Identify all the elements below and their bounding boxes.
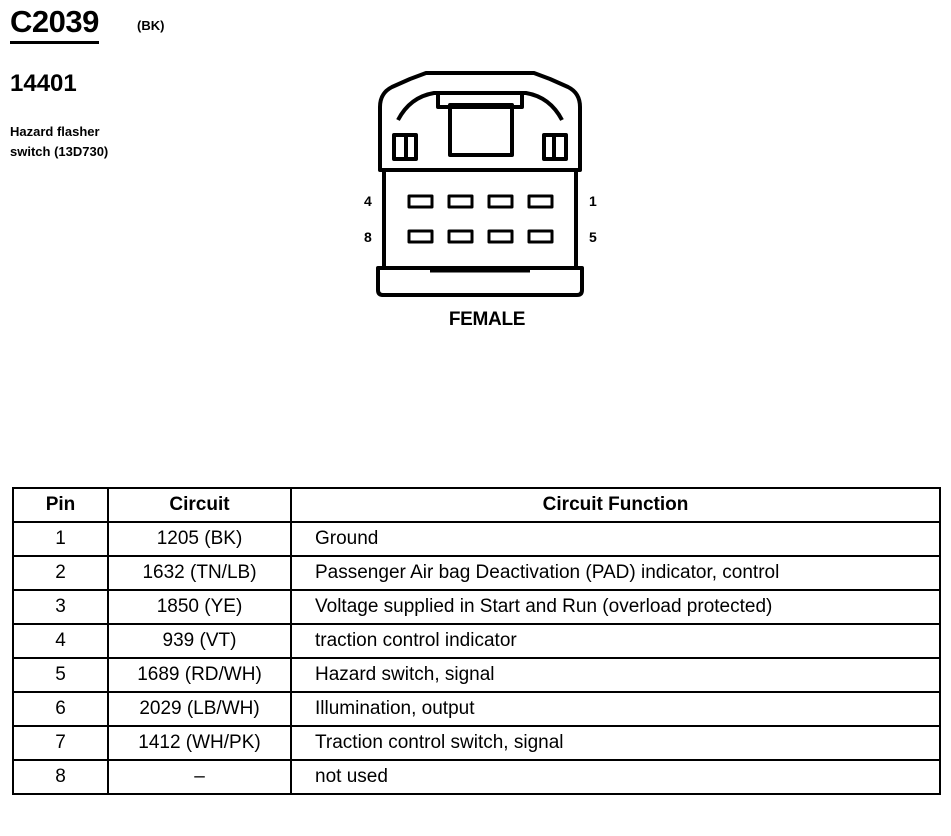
table-row — [13, 658, 940, 692]
table-row — [13, 760, 940, 794]
pin-label-bottom-left: 8 — [364, 229, 372, 245]
pin-cavity — [409, 231, 432, 242]
description-line-1: Hazard flasher — [10, 124, 100, 139]
connector-latch-tab — [450, 105, 512, 155]
table-row — [13, 590, 940, 624]
pin-cavity — [489, 231, 512, 242]
cell-pin: 6 — [13, 692, 108, 726]
pin-cavity — [449, 231, 472, 242]
cell-pin: 3 — [13, 590, 108, 624]
pin-label-top-left: 4 — [364, 193, 372, 209]
cell-circuit: 1632 (TN/LB) — [108, 556, 291, 590]
cell-circuit: 939 (VT) — [108, 624, 291, 658]
cell-function: Illumination, output — [291, 692, 940, 726]
header-circuit: Circuit — [108, 488, 291, 522]
cell-function: Voltage supplied in Start and Run (overload protected) — [291, 590, 940, 624]
table-row — [13, 692, 940, 726]
pinout-table — [12, 487, 941, 795]
connector-face-drawing — [370, 65, 590, 300]
cell-circuit: 2029 (LB/WH) — [108, 692, 291, 726]
connector-id: C2039 — [10, 4, 99, 44]
cell-circuit: 1205 (BK) — [108, 522, 291, 556]
cell-pin: 2 — [13, 556, 108, 590]
cell-pin: 4 — [13, 624, 108, 658]
connector-gender-label: FEMALE — [448, 309, 526, 330]
pin-cavity — [409, 196, 432, 207]
pin-cavity — [529, 231, 552, 242]
description-line-2: switch (13D730) — [10, 144, 109, 159]
table-header-row — [13, 488, 940, 522]
cell-circuit: 1412 (WH/PK) — [108, 726, 291, 760]
part-number: 14401 — [10, 70, 77, 97]
pin-cavity — [489, 196, 512, 207]
table-row — [13, 522, 940, 556]
header-pin: Pin — [13, 488, 108, 522]
component-description — [10, 122, 190, 162]
cell-function: Hazard switch, signal — [291, 658, 940, 692]
table-row — [13, 726, 940, 760]
cell-function: Passenger Air bag Deactivation (PAD) indicator, control — [291, 556, 940, 590]
cell-circuit: 1850 (YE) — [108, 590, 291, 624]
cell-circuit: 1689 (RD/WH) — [108, 658, 291, 692]
table-row — [13, 556, 940, 590]
pin-label-bottom-right: 5 — [589, 229, 597, 245]
cell-pin: 7 — [13, 726, 108, 760]
connector-body — [384, 170, 576, 268]
cell-circuit: – — [108, 760, 291, 794]
cell-pin: 5 — [13, 658, 108, 692]
cell-function: Ground — [291, 522, 940, 556]
pin-cavity — [449, 196, 472, 207]
cell-function: not used — [291, 760, 940, 794]
cell-pin: 1 — [13, 522, 108, 556]
pin-label-top-right: 1 — [589, 193, 597, 209]
connector-color-code: (BK) — [137, 18, 165, 33]
cell-function: Traction control switch, signal — [291, 726, 940, 760]
pin-cavity — [529, 196, 552, 207]
table-row — [13, 624, 940, 658]
cell-pin: 8 — [13, 760, 108, 794]
cell-function: traction control indicator — [291, 624, 940, 658]
header-function: Circuit Function — [291, 488, 940, 522]
